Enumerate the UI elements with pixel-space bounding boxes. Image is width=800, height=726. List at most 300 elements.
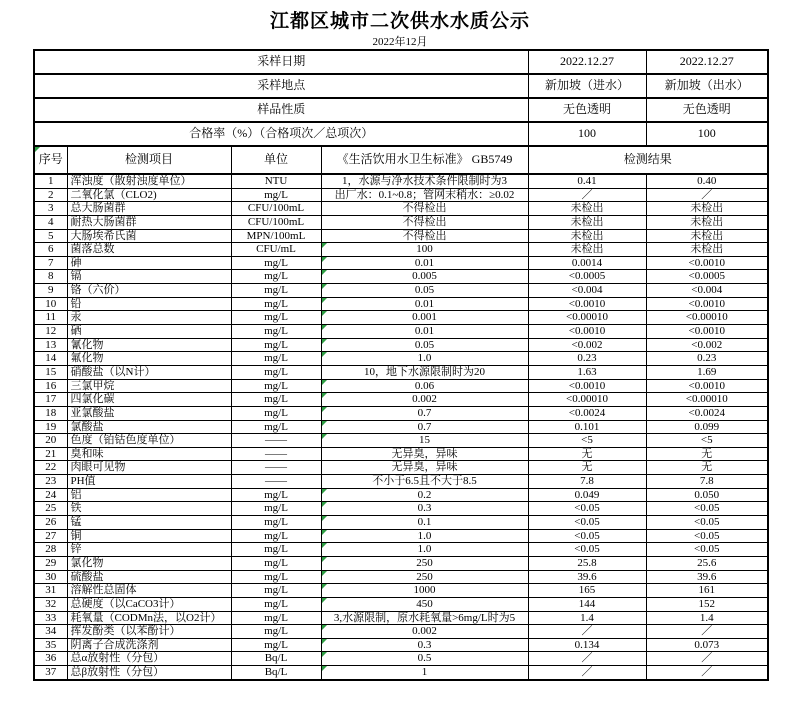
cell-flag-icon <box>322 625 327 630</box>
row-number: 25 <box>34 502 67 516</box>
cell-flag-icon <box>322 557 327 562</box>
test-item: 阴离子合成洗涤剂 <box>67 638 231 652</box>
unit: Bq/L <box>231 652 321 666</box>
result-inlet: 未检出 <box>528 202 646 216</box>
unit: mg/L <box>231 406 321 420</box>
unit: mg/L <box>231 543 321 557</box>
water-quality-table <box>33 49 769 681</box>
standard-value: 0.01 <box>414 297 435 310</box>
header-result: 检测结果 <box>528 146 768 174</box>
cell-flag-icon <box>322 339 327 344</box>
row-number: 30 <box>34 570 67 584</box>
table-row <box>34 338 768 352</box>
result-outlet: 1.69 <box>646 365 768 379</box>
standard-value: 0.001 <box>412 311 437 324</box>
test-item: 亚氯酸盐 <box>67 406 231 420</box>
unit: —— <box>231 434 321 448</box>
cell-flag-icon <box>322 421 327 426</box>
sampling-date-outlet: 2022.12.27 <box>646 50 768 74</box>
result-inlet: 0.101 <box>528 420 646 434</box>
header-no <box>34 146 67 174</box>
test-item: 铅 <box>67 297 231 311</box>
standard-cell <box>321 365 528 379</box>
cell-flag-icon <box>322 393 327 398</box>
test-item: 臭和味 <box>67 447 231 461</box>
row-number: 14 <box>34 352 67 366</box>
standard-cell <box>321 611 528 625</box>
unit: mg/L <box>231 338 321 352</box>
standard-value: 0.002 <box>412 625 437 638</box>
unit: —— <box>231 461 321 475</box>
result-outlet: 161 <box>646 584 768 598</box>
cell-flag-icon <box>322 257 327 262</box>
standard-cell <box>321 284 528 298</box>
row-number: 22 <box>34 461 67 475</box>
standard-value: 无异臭，异味 <box>391 461 458 474</box>
test-item: PH值 <box>67 475 231 489</box>
table-row <box>34 188 768 202</box>
unit: mg/L <box>231 570 321 584</box>
table-row <box>34 284 768 298</box>
row-number: 3 <box>34 202 67 216</box>
test-item: 四氯化碳 <box>67 393 231 407</box>
standard-value: 出厂水：0.1~0.8；管网末稍水：≥0.02 <box>334 188 515 201</box>
result-outlet: <0.0010 <box>646 297 768 311</box>
table-row <box>34 529 768 543</box>
unit: mg/L <box>231 379 321 393</box>
result-inlet: <0.05 <box>528 502 646 516</box>
row-number: 21 <box>34 447 67 461</box>
row-number: 20 <box>34 434 67 448</box>
row-number: 8 <box>34 270 67 284</box>
cell-flag-icon <box>322 652 327 657</box>
table-row <box>34 406 768 420</box>
unit: mg/L <box>231 638 321 652</box>
result-inlet: <0.0005 <box>528 270 646 284</box>
cell-flag-icon <box>322 516 327 521</box>
standard-value: 1000 <box>413 584 436 597</box>
table-row <box>34 447 768 461</box>
result-outlet: <0.0005 <box>646 270 768 284</box>
test-item: 总α放射性（分包） <box>67 652 231 666</box>
row-number: 26 <box>34 516 67 530</box>
unit: mg/L <box>231 284 321 298</box>
result-outlet: 未检出 <box>646 243 768 257</box>
test-item: 锰 <box>67 516 231 530</box>
result-inlet: <0.0010 <box>528 297 646 311</box>
standard-cell <box>321 393 528 407</box>
standard-value: 0.7 <box>417 420 432 433</box>
result-outlet: <0.0010 <box>646 379 768 393</box>
test-item: 氟化物 <box>67 352 231 366</box>
row-number: 1 <box>34 174 67 188</box>
unit: mg/L <box>231 393 321 407</box>
result-inlet: ／ <box>528 666 646 680</box>
standard-value: 0.01 <box>414 325 435 338</box>
cell-flag-icon <box>322 571 327 576</box>
standard-cell <box>321 529 528 543</box>
unit: —— <box>231 475 321 489</box>
table-row <box>34 475 768 489</box>
standard-cell <box>321 311 528 325</box>
header-no-label: 序号 <box>38 152 63 167</box>
standard-value: 不得检出 <box>402 215 447 228</box>
table-row <box>34 502 768 516</box>
standard-value: 无异臭，异味 <box>391 447 458 460</box>
pass-rate-outlet: 100 <box>646 122 768 146</box>
result-outlet: <0.0010 <box>646 325 768 339</box>
result-inlet: <0.004 <box>528 284 646 298</box>
table-row <box>34 297 768 311</box>
standard-cell <box>321 638 528 652</box>
result-inlet: 165 <box>528 584 646 598</box>
unit: mg/L <box>231 516 321 530</box>
table-row <box>34 202 768 216</box>
result-inlet: 7.8 <box>528 475 646 489</box>
result-outlet: 0.050 <box>646 488 768 502</box>
unit: mg/L <box>231 188 321 202</box>
test-item: 耗氧量（CODMn法，以O2计） <box>67 611 231 625</box>
test-item: 肉眼可见物 <box>67 461 231 475</box>
row-number: 10 <box>34 297 67 311</box>
result-inlet: 25.8 <box>528 556 646 570</box>
standard-value: 3,水源限制，原水耗氧量>6mg/L时为5 <box>333 611 516 624</box>
unit: mg/L <box>231 502 321 516</box>
result-inlet: <0.00010 <box>528 393 646 407</box>
standard-cell <box>321 338 528 352</box>
row-number: 5 <box>34 229 67 243</box>
test-item: 砷 <box>67 256 231 270</box>
standard-value: 0.7 <box>417 406 432 419</box>
page-title: 江都区城市二次供水水质公示 <box>269 11 530 32</box>
test-item: 浑浊度（散射浊度单位） <box>67 174 231 188</box>
result-outlet: 0.23 <box>646 352 768 366</box>
standard-cell <box>321 243 528 257</box>
standard-value: 0.05 <box>414 338 435 351</box>
test-item: 溶解性总固体 <box>67 584 231 598</box>
result-outlet: 0.099 <box>646 420 768 434</box>
row-number: 18 <box>34 406 67 420</box>
standard-cell <box>321 488 528 502</box>
unit: mg/L <box>231 556 321 570</box>
standard-value: 1.0 <box>417 352 432 365</box>
table-row <box>34 570 768 584</box>
result-inlet: 0.23 <box>528 352 646 366</box>
test-item: 锌 <box>67 543 231 557</box>
sample-nature-label: 样品性质 <box>34 98 528 122</box>
unit: mg/L <box>231 325 321 339</box>
row-number: 28 <box>34 543 67 557</box>
standard-cell <box>321 570 528 584</box>
unit: mg/L <box>231 625 321 639</box>
standard-cell <box>321 447 528 461</box>
unit: mg/L <box>231 311 321 325</box>
result-inlet: ／ <box>528 652 646 666</box>
table-row <box>34 543 768 557</box>
result-inlet: 未检出 <box>528 229 646 243</box>
result-inlet: 39.6 <box>528 570 646 584</box>
table-row <box>34 174 768 188</box>
test-item: 氯化物 <box>67 556 231 570</box>
table-row <box>34 365 768 379</box>
result-outlet: <0.05 <box>646 529 768 543</box>
row-number: 33 <box>34 611 67 625</box>
standard-value: 1.0 <box>417 529 432 542</box>
row-number: 7 <box>34 256 67 270</box>
unit: mg/L <box>231 597 321 611</box>
result-inlet: <5 <box>528 434 646 448</box>
test-item: 氰化物 <box>67 338 231 352</box>
table-row <box>34 652 768 666</box>
cell-flag-icon <box>322 270 327 275</box>
standard-cell <box>321 297 528 311</box>
sample-nature-inlet: 无色透明 <box>528 98 646 122</box>
standard-value: 0.3 <box>417 502 432 515</box>
unit: CFU/mL <box>231 243 321 257</box>
row-number: 16 <box>34 379 67 393</box>
sampling-date-inlet: 2022.12.27 <box>528 50 646 74</box>
standard-value: 0.01 <box>414 256 435 269</box>
standard-cell <box>321 584 528 598</box>
result-inlet: 未检出 <box>528 243 646 257</box>
test-item: 大肠埃希氏菌 <box>67 229 231 243</box>
unit: mg/L <box>231 611 321 625</box>
sampling-date-row <box>34 50 768 74</box>
standard-cell <box>321 174 528 188</box>
unit: mg/L <box>231 352 321 366</box>
standard-value: 250 <box>416 556 433 569</box>
table-row <box>34 556 768 570</box>
standard-value: 不得检出 <box>402 202 447 215</box>
cell-flag-icon <box>322 352 327 357</box>
test-item: 菌落总数 <box>67 243 231 257</box>
result-outlet: 7.8 <box>646 475 768 489</box>
result-inlet: <0.0024 <box>528 406 646 420</box>
table-row <box>34 461 768 475</box>
table-row <box>34 516 768 530</box>
cell-flag-icon <box>322 502 327 507</box>
header-item: 检测项目 <box>67 146 231 174</box>
standard-value: 10，地下水源限制时为20 <box>364 365 485 378</box>
sampling-location-label: 采样地点 <box>34 74 528 98</box>
row-number: 2 <box>34 188 67 202</box>
result-inlet: 1.4 <box>528 611 646 625</box>
table-row <box>34 625 768 639</box>
row-number: 9 <box>34 284 67 298</box>
row-number: 27 <box>34 529 67 543</box>
test-item: 铁 <box>67 502 231 516</box>
sample-nature-row <box>34 98 768 122</box>
standard-value: 0.2 <box>417 488 432 501</box>
result-outlet: ／ <box>646 625 768 639</box>
table-row <box>34 256 768 270</box>
row-number: 36 <box>34 652 67 666</box>
result-inlet: <0.00010 <box>528 311 646 325</box>
row-number: 17 <box>34 393 67 407</box>
sampling-date-label: 采样日期 <box>34 50 528 74</box>
column-header-row <box>34 146 768 174</box>
standard-cell <box>321 325 528 339</box>
unit: mg/L <box>231 584 321 598</box>
standard-value: 0.3 <box>417 638 432 651</box>
result-outlet: <0.00010 <box>646 393 768 407</box>
test-item: 氯酸盐 <box>67 420 231 434</box>
standard-value: 450 <box>416 597 433 610</box>
cell-flag-icon <box>322 407 327 412</box>
table-row <box>34 611 768 625</box>
result-inlet: <0.0010 <box>528 325 646 339</box>
test-item: 硝酸盐（以N计） <box>67 365 231 379</box>
row-number: 11 <box>34 311 67 325</box>
result-inlet: <0.05 <box>528 516 646 530</box>
standard-cell <box>321 420 528 434</box>
standard-cell <box>321 229 528 243</box>
result-inlet: 0.134 <box>528 638 646 652</box>
unit: mg/L <box>231 297 321 311</box>
test-item: 三氯甲烷 <box>67 379 231 393</box>
row-number: 29 <box>34 556 67 570</box>
row-number: 15 <box>34 365 67 379</box>
table-row <box>34 393 768 407</box>
row-number: 19 <box>34 420 67 434</box>
cell-flag-icon <box>322 584 327 589</box>
standard-value: 1 <box>421 666 428 679</box>
row-number: 13 <box>34 338 67 352</box>
result-inlet: 无 <box>528 447 646 461</box>
result-outlet: 未检出 <box>646 202 768 216</box>
test-item: 汞 <box>67 311 231 325</box>
row-number: 24 <box>34 488 67 502</box>
result-outlet: 39.6 <box>646 570 768 584</box>
standard-value: 15 <box>419 434 430 447</box>
unit: CFU/100mL <box>231 202 321 216</box>
result-outlet: ／ <box>646 652 768 666</box>
standard-cell <box>321 502 528 516</box>
standard-cell <box>321 215 528 229</box>
cell-flag-icon <box>322 298 327 303</box>
result-inlet: <0.0010 <box>528 379 646 393</box>
standard-cell <box>321 597 528 611</box>
table-row <box>34 420 768 434</box>
test-item: 色度（铂钴色度单位） <box>67 434 231 448</box>
table-row <box>34 434 768 448</box>
unit: mg/L <box>231 420 321 434</box>
cell-flag-icon <box>322 489 327 494</box>
unit: mg/L <box>231 529 321 543</box>
standard-value: 0.5 <box>417 652 432 665</box>
unit: NTU <box>231 174 321 188</box>
result-inlet: 0.0014 <box>528 256 646 270</box>
cell-flag-icon <box>322 284 327 289</box>
test-item: 总大肠菌群 <box>67 202 231 216</box>
table-row <box>34 270 768 284</box>
standard-value: 不小于6.5且不大于8.5 <box>372 475 477 488</box>
unit: Bq/L <box>231 666 321 680</box>
result-inlet: 0.41 <box>528 174 646 188</box>
standard-cell <box>321 188 528 202</box>
standard-cell <box>321 406 528 420</box>
result-outlet: <0.0024 <box>646 406 768 420</box>
standard-value: 1.0 <box>417 543 432 556</box>
standard-value: 0.005 <box>412 270 437 283</box>
row-number: 37 <box>34 666 67 680</box>
test-item: 铜 <box>67 529 231 543</box>
result-outlet: 无 <box>646 461 768 475</box>
result-inlet: 无 <box>528 461 646 475</box>
report-month: 2022年12月 <box>372 36 428 48</box>
standard-cell <box>321 270 528 284</box>
test-item: 耐热大肠菌群 <box>67 215 231 229</box>
result-outlet: 0.073 <box>646 638 768 652</box>
standard-value: 100 <box>416 243 433 256</box>
table-row <box>34 229 768 243</box>
header-unit: 单位 <box>231 146 321 174</box>
test-item: 硒 <box>67 325 231 339</box>
test-item: 总硬度（以CaCO3计） <box>67 597 231 611</box>
standard-cell <box>321 256 528 270</box>
table-row <box>34 243 768 257</box>
unit: CFU/100mL <box>231 215 321 229</box>
result-outlet: 0.40 <box>646 174 768 188</box>
result-outlet: 1.4 <box>646 611 768 625</box>
cell-flag-icon <box>322 639 327 644</box>
test-item: 二氧化氯（CLO2) <box>67 188 231 202</box>
table-row <box>34 597 768 611</box>
result-outlet: ／ <box>646 666 768 680</box>
test-item: 铬（六价） <box>67 284 231 298</box>
result-outlet: <0.0010 <box>646 256 768 270</box>
result-outlet: <0.05 <box>646 502 768 516</box>
standard-cell <box>321 556 528 570</box>
unit: mg/L <box>231 256 321 270</box>
cell-flag-icon <box>35 147 40 152</box>
table-row <box>34 325 768 339</box>
table-row <box>34 584 768 598</box>
sampling-location-row <box>34 74 768 98</box>
result-inlet: 1.63 <box>528 365 646 379</box>
standard-value: 0.1 <box>417 516 432 529</box>
cell-flag-icon <box>322 243 327 248</box>
cell-flag-icon <box>322 325 327 330</box>
standard-cell <box>321 475 528 489</box>
row-number: 31 <box>34 584 67 598</box>
row-number: 6 <box>34 243 67 257</box>
pass-rate-row <box>34 122 768 146</box>
result-inlet: <0.05 <box>528 529 646 543</box>
result-inlet: ／ <box>528 625 646 639</box>
test-item: 硫酸盐 <box>67 570 231 584</box>
result-outlet: <0.05 <box>646 543 768 557</box>
sampling-location-inlet: 新加坡（进水） <box>528 74 646 98</box>
test-item: 挥发酚类（以苯酚计） <box>67 625 231 639</box>
standard-cell <box>321 434 528 448</box>
cell-flag-icon <box>322 666 327 671</box>
pass-rate-label: 合格率（%）（合格项次／总项次） <box>34 122 528 146</box>
unit: mg/L <box>231 270 321 284</box>
result-outlet: 152 <box>646 597 768 611</box>
row-number: 35 <box>34 638 67 652</box>
table-row <box>34 311 768 325</box>
result-inlet: ／ <box>528 188 646 202</box>
table-row <box>34 352 768 366</box>
row-number: 4 <box>34 215 67 229</box>
result-outlet: 未检出 <box>646 215 768 229</box>
standard-value: 0.002 <box>412 393 437 406</box>
standard-cell <box>321 666 528 680</box>
standard-cell <box>321 625 528 639</box>
standard-cell <box>321 543 528 557</box>
result-outlet: <5 <box>646 434 768 448</box>
